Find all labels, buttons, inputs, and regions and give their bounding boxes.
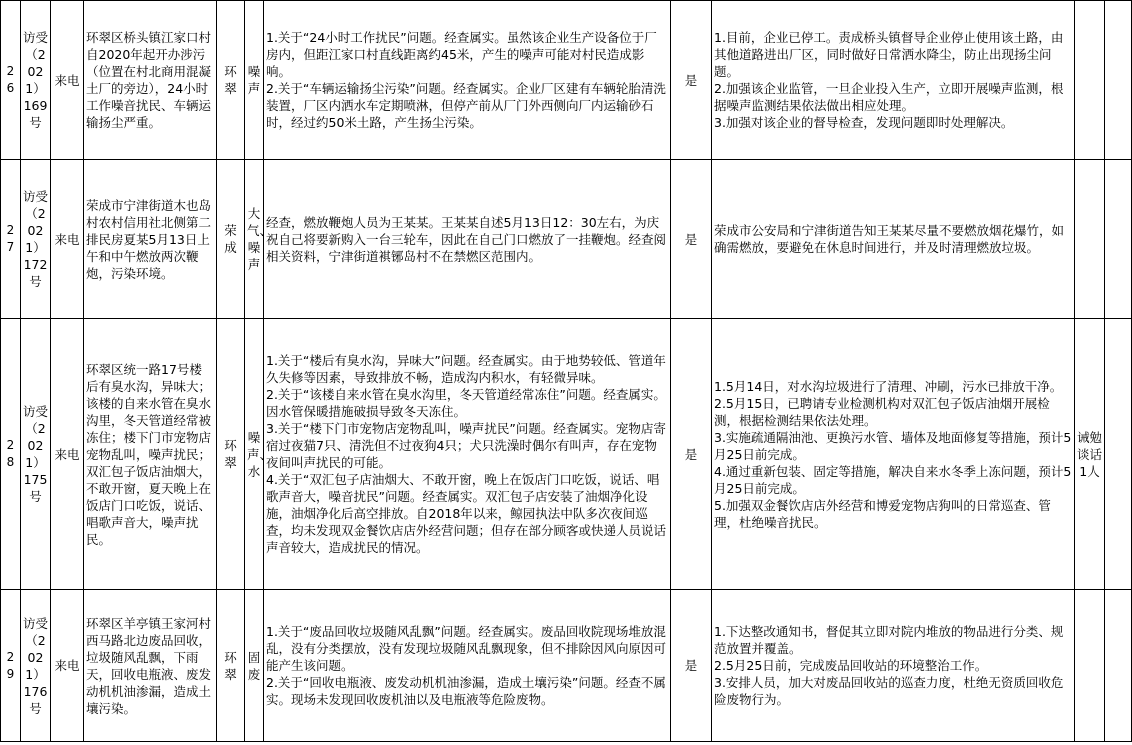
row-number: 27 — [1, 160, 21, 319]
source-type: 来电 — [51, 590, 84, 742]
accountability — [1075, 160, 1105, 319]
complaint-description: 荣成市宁津街道木也岛村农村信用社北侧第二排民房夏某5月13日上午和中午燃放两次鞭炮，污染环境。 — [84, 160, 217, 319]
complaint-description: 环翠区统一路17号楼后有臭水沟，异味大；该楼的自来水管在臭水沟里，冬天管道经常被冻住；楼下门市宠物店宠物乱叫，噪声扰民；双汇包子饭店油烟大，不敢开窗，夏天晚上在饭店门口吃饭，说话、唱歌声音大，噪声扰民。 — [84, 319, 217, 590]
verified-flag: 是 — [671, 590, 712, 742]
accountability: 诫勉谈话1人 — [1075, 319, 1105, 590]
rectification-measures: 1.下达整改通知书，督促其立即对院内堆放的物品进行分类、规范放置并覆盖。 2.5月25日前，完成废品回收站的环境整治工作。 3.安排人员，加大对废品回收站的巡查力度，杜绝无资质回收危险废物行为。 — [712, 590, 1075, 742]
case-code: 访受（2021）176号 — [21, 590, 51, 742]
pollution-category: 大气、噪声 — [245, 160, 264, 319]
table-row — [1, 319, 1132, 590]
table-row — [1, 160, 1132, 319]
rectification-measures: 1.5月14日，对水沟垃圾进行了清理、冲刷，污水已排放干净。 2.5月15日，已聘请专业检测机构对双汇包子饭店油烟开展检测，根据检测结果依法处理。 3.实施疏通隔油池、更换污水管、墙体及地面修复等措施，预计5月25日前完成。 4.通过重新包装、固定等措施，解决自来水冬季上冻问题，预计5月25日前完成。 5.加强双金餐饮店店外经营和博爱宠物店狗叫的日常巡查、管理，杜绝噪音扰民。 — [712, 319, 1075, 590]
accountability — [1075, 590, 1105, 742]
remarks-cell — [1105, 160, 1132, 319]
rectification-measures: 1.目前，企业已停工。责成桥头镇督导企业停止使用该土路，由其他道路进出厂区，同时做好日常洒水降尘，防止出现扬尘问题。 2.加强该企业监管，一旦企业投入生产，立即开展噪声监测，根据噪声监测结果依法做出相应处理。 3.加强对该企业的督导检查，发现问题即时处理解决。 — [712, 1, 1075, 160]
row-number: 26 — [1, 1, 21, 160]
case-code: 访受（2021）172号 — [21, 160, 51, 319]
pollution-category: 噪声 — [245, 1, 264, 160]
remarks-cell — [1105, 590, 1132, 742]
pollution-category: 固废 — [245, 590, 264, 742]
verified-flag: 是 — [671, 160, 712, 319]
district: 环翠 — [217, 319, 245, 590]
verified-flag: 是 — [671, 319, 712, 590]
table-row — [1, 590, 1132, 742]
source-type: 来电 — [51, 160, 84, 319]
case-code: 访受（2021）169号 — [21, 1, 51, 160]
district: 荣成 — [217, 160, 245, 319]
investigation-result: 经查，燃放鞭炮人员为王某某。王某某自述5月13日12：30左右，为庆祝自己将要新购入一台三轮车，因此在自己门口燃放了一挂鞭炮。经查阅相关资料，宁津街道褀铘岛村不在禁燃区范围内。 — [264, 160, 671, 319]
remarks-cell — [1105, 1, 1132, 160]
remarks-cell — [1105, 319, 1132, 590]
row-number: 29 — [1, 590, 21, 742]
rectification-measures: 荣成市公安局和宁津街道告知王某某尽量不要燃放烟花爆竹，如确需燃放，要避免在休息时间进行，并及时清理燃放垃圾。 — [712, 160, 1075, 319]
complaint-description: 环翠区羊亭镇王家河村西马路北边废品回收，垃圾随风乱飘，下雨天，回收电瓶液、废发动机机油渗漏，造成土壤污染。 — [84, 590, 217, 742]
accountability — [1075, 1, 1105, 160]
investigation-result: 1.关于“24小时工作扰民”问题。经查属实。虽然该企业生产设备位于厂房内，但距江家口村直线距离约45米，产生的噪声可能对村民造成影响。 2.关于“车辆运输扬尘污染”问题。经查属实。企业厂区建有车辆轮胎清洗装置，厂区内洒水车定期喷淋，但停产前从厂门外西侧向厂内运输砂石时，经过约50米土路，产生扬尘污染。 — [264, 1, 671, 160]
source-type: 来电 — [51, 319, 84, 590]
district: 环翠 — [217, 590, 245, 742]
table-row — [1, 1, 1132, 160]
complaint-description: 环翠区桥头镇江家口村自2020年起开办涉污（位置在村北商用混凝土厂的旁边），24小时工作噪音扰民、车辆运输扬尘严重。 — [84, 1, 217, 160]
investigation-result: 1.关于“废品回收垃圾随风乱飘”问题。经查属实。废品回收院现场堆放混乱，没有分类摆放，没有发现垃圾随风乱飘现象，但不排除因风向原因可能产生该问题。 2.关于“回收电瓶液、废发动机机油渗漏，造成土壤污染”问题。经查不属实。现场未发现回收废机油以及电瓶液等危险废物。 — [264, 590, 671, 742]
row-number: 28 — [1, 319, 21, 590]
case-code: 访受（2021）175号 — [21, 319, 51, 590]
source-type: 来电 — [51, 1, 84, 160]
verified-flag: 是 — [671, 1, 712, 160]
investigation-result: 1.关于“楼后有臭水沟，异味大”问题。经查属实。由于地势较低、管道年久失修等因素，导致排放不畅，造成沟内积水，有轻微异味。 2.关于“该楼自来水管在臭水沟里，冬天管道经常冻住”问题。经查属实。因水管保暖措施破损导致冬天冻住。 3.关于“楼下门市宠物店宠物乱叫，噪声扰民”问题。经查属实。宠物店寄宿过夜猫7只、清洗但不过夜狗4只；犬只洗澡时偶尔有叫声，存在宠物夜间叫声扰民的可能。 4.关于“双汇包子店油烟大、不敢开窗，晚上在饭店门口吃饭，说话、唱歌声音大，噪音扰民”问题。经查属实。双汇包子店安装了油烟净化设施，油烟净化后高空排放。自2018年以来，鲸园执法中队多次夜间巡查，均未发现双金餐饮店店外经营问题；但存在部分顾客或快递人员说话声音较大，造成扰民的情况。 — [264, 319, 671, 590]
district: 环翠 — [217, 1, 245, 160]
pollution-category: 噪声、水 — [245, 319, 264, 590]
